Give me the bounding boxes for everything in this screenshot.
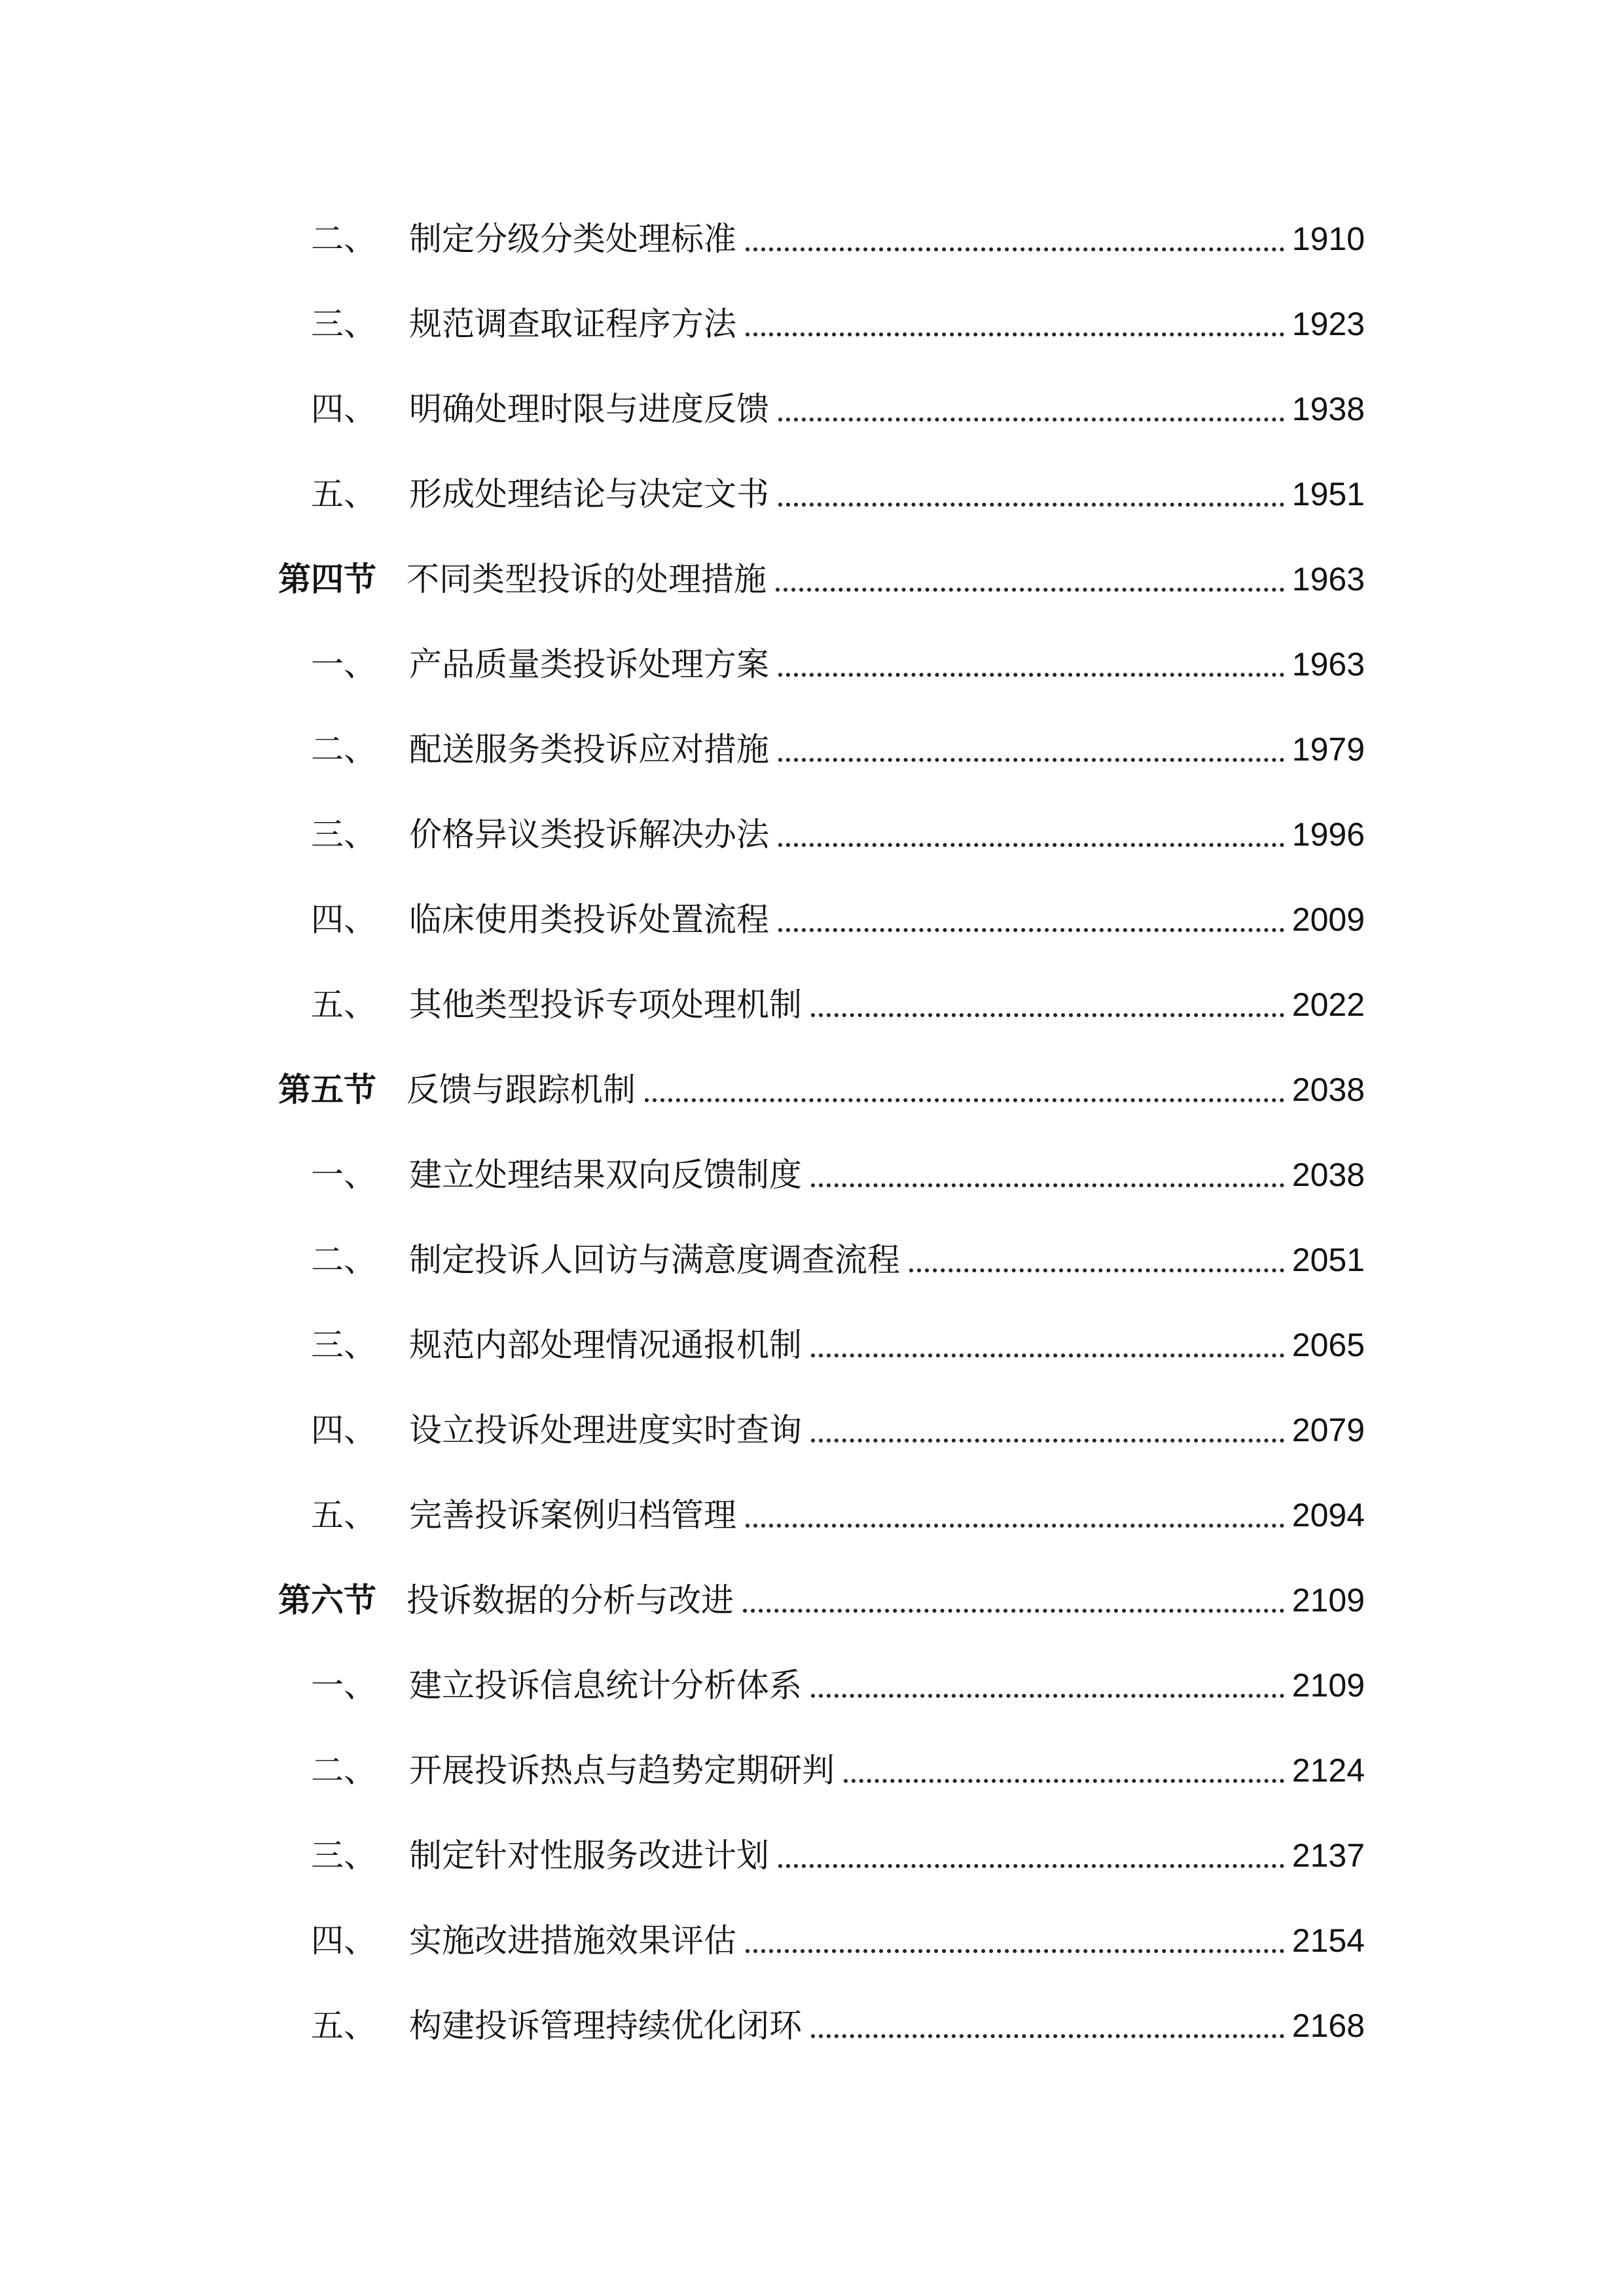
toc-entry-marker: 二、: [311, 220, 376, 258]
toc-section-marker: 第五节: [278, 1071, 376, 1109]
toc-entry-marker: 三、: [311, 1837, 376, 1874]
toc-entry-marker: 二、: [311, 730, 376, 768]
toc-entry-page: 2109: [1291, 1667, 1365, 1704]
toc-entry-title: 配送服务类投诉应对措施: [409, 730, 769, 768]
toc-entry-marker: 二、: [311, 1751, 376, 1789]
toc-dot-leader: [909, 1268, 1284, 1272]
toc-entry[interactable]: [278, 373, 1365, 445]
toc-section-entry[interactable]: [278, 543, 1365, 615]
toc-dot-leader: [778, 843, 1284, 847]
toc-entry-marker: 四、: [311, 390, 376, 428]
toc-entry-marker: 四、: [311, 901, 376, 939]
toc-dot-leader: [778, 1864, 1284, 1868]
toc-entry-title: 建立处理结果双向反馈制度: [409, 1156, 802, 1194]
toc-dot-leader: [778, 418, 1284, 422]
toc-entry[interactable]: [278, 203, 1365, 275]
toc-entry-page: 2022: [1291, 986, 1365, 1023]
toc-dot-leader: [811, 1439, 1284, 1443]
toc-entry-marker: 四、: [311, 1411, 376, 1449]
toc-entry-page: 2009: [1291, 901, 1365, 938]
toc-entry-title: 完善投诉案例归档管理: [409, 1496, 736, 1534]
toc-dot-leader: [778, 928, 1284, 932]
toc-entry-title: 建立投诉信息统计分析体系: [409, 1666, 802, 1704]
toc-entry-page: 2168: [1291, 2007, 1365, 2044]
toc-entry[interactable]: [278, 1394, 1365, 1466]
toc-entry-title: 价格异议类投诉解决办法: [409, 816, 769, 853]
toc-entry[interactable]: [278, 798, 1365, 870]
toc-entry-page: 2109: [1291, 1582, 1365, 1619]
toc-dot-leader: [746, 247, 1284, 251]
toc-entry-title: 形成处理结论与决定文书: [409, 475, 769, 513]
toc-dot-leader: [811, 2034, 1284, 2038]
toc-entry-page: 2038: [1291, 1071, 1365, 1108]
toc-section-marker: 第四节: [278, 560, 376, 598]
toc-section-title: 投诉数据的分析与改进: [406, 1581, 734, 1619]
toc-dot-leader: [645, 1098, 1284, 1102]
toc-entry-title: 临床使用类投诉处置流程: [409, 901, 769, 939]
toc-entry[interactable]: [278, 1734, 1365, 1806]
toc-entry[interactable]: [278, 628, 1365, 700]
toc-entry[interactable]: [278, 458, 1365, 530]
toc-entry-title: 规范内部处理情况通报机制: [409, 1326, 802, 1364]
toc-entry-title: 明确处理时限与进度反馈: [409, 390, 769, 428]
toc-entry-page: 1996: [1291, 816, 1365, 853]
toc-entry-page: 2124: [1291, 1752, 1365, 1789]
toc-entry-page: 1963: [1291, 561, 1365, 598]
toc-entry[interactable]: [278, 288, 1365, 360]
toc-entry-page: 2154: [1291, 1922, 1365, 1959]
toc-entry-marker: 五、: [311, 2007, 376, 2045]
toc-entry-page: 1938: [1291, 391, 1365, 427]
toc-entry[interactable]: [278, 1649, 1365, 1721]
toc-entry[interactable]: [278, 1990, 1365, 2062]
toc-section-title: 不同类型投诉的处理措施: [406, 560, 767, 598]
toc-entry-marker: 五、: [311, 986, 376, 1024]
toc-entry-title: 开展投诉热点与趋势定期研判: [409, 1751, 835, 1789]
toc-entry-title: 设立投诉处理进度实时查询: [409, 1411, 802, 1449]
toc-entry-page: 2051: [1291, 1242, 1365, 1278]
toc-entry-marker: 三、: [311, 1326, 376, 1364]
toc-entry-title: 规范调查取证程序方法: [409, 305, 736, 343]
toc-entry-title: 实施改进措施效果评估: [409, 1922, 736, 1960]
toc-entry-page: 1951: [1291, 476, 1365, 512]
toc-dot-leader: [776, 588, 1284, 592]
toc-dot-leader: [811, 1013, 1284, 1017]
toc-entry[interactable]: [278, 1139, 1365, 1211]
toc-entry-page: 1979: [1291, 731, 1365, 768]
toc-entry[interactable]: [278, 1479, 1365, 1551]
toc-entry-page: 2094: [1291, 1497, 1365, 1534]
toc-entry-page: 2065: [1291, 1327, 1365, 1363]
toc-dot-leader: [844, 1779, 1284, 1783]
toc-entry-marker: 四、: [311, 1922, 376, 1960]
toc-dot-leader: [743, 1609, 1284, 1613]
toc-dot-leader: [811, 1694, 1284, 1698]
toc-section-marker: 第六节: [278, 1581, 376, 1619]
toc-entry-page: 1923: [1291, 306, 1365, 342]
toc-entry[interactable]: [278, 884, 1365, 956]
toc-dot-leader: [778, 673, 1284, 677]
toc-section-entry[interactable]: [278, 1564, 1365, 1636]
toc-entry-title: 其他类型投诉专项处理机制: [409, 986, 802, 1024]
toc-section-entry[interactable]: [278, 1054, 1365, 1126]
toc-entry-title: 构建投诉管理持续优化闭环: [409, 2007, 802, 2045]
toc-entry-page: 1910: [1291, 221, 1365, 257]
toc-entry-marker: 三、: [311, 305, 376, 343]
toc-entry-page: 2079: [1291, 1412, 1365, 1448]
toc-dot-leader: [778, 503, 1284, 507]
toc-entry-title: 制定针对性服务改进计划: [409, 1837, 769, 1874]
toc-entry-marker: 五、: [311, 475, 376, 513]
toc-entry-page: 2137: [1291, 1837, 1365, 1874]
toc-entry-title: 产品质量类投诉处理方案: [409, 645, 769, 683]
toc-entry[interactable]: [278, 1309, 1365, 1381]
toc-entry[interactable]: [278, 1905, 1365, 1977]
toc-dot-leader: [746, 332, 1284, 336]
toc-entry[interactable]: [278, 1224, 1365, 1296]
toc-entry[interactable]: [278, 713, 1365, 785]
toc-dot-leader: [811, 1183, 1284, 1187]
toc-dot-leader: [811, 1354, 1284, 1357]
toc-entry-marker: 一、: [311, 645, 376, 683]
toc-entry-title: 制定分级分类处理标准: [409, 220, 736, 258]
toc-entry-marker: 五、: [311, 1496, 376, 1534]
toc-section-title: 反馈与跟踪机制: [406, 1071, 636, 1109]
toc-entry-marker: 三、: [311, 816, 376, 853]
toc-entry-title: 制定投诉人回访与满意度调查流程: [409, 1241, 900, 1279]
toc-entry-marker: 一、: [311, 1666, 376, 1704]
toc-entry-marker: 一、: [311, 1156, 376, 1194]
toc-entry[interactable]: [278, 969, 1365, 1041]
toc-entry-page: 1963: [1291, 646, 1365, 683]
toc-dot-leader: [746, 1524, 1284, 1528]
toc-dot-leader: [746, 1949, 1284, 1953]
toc-entry-marker: 二、: [311, 1241, 376, 1279]
toc-dot-leader: [778, 758, 1284, 762]
toc-entry[interactable]: [278, 1820, 1365, 1892]
toc-entry-page: 2038: [1291, 1157, 1365, 1193]
